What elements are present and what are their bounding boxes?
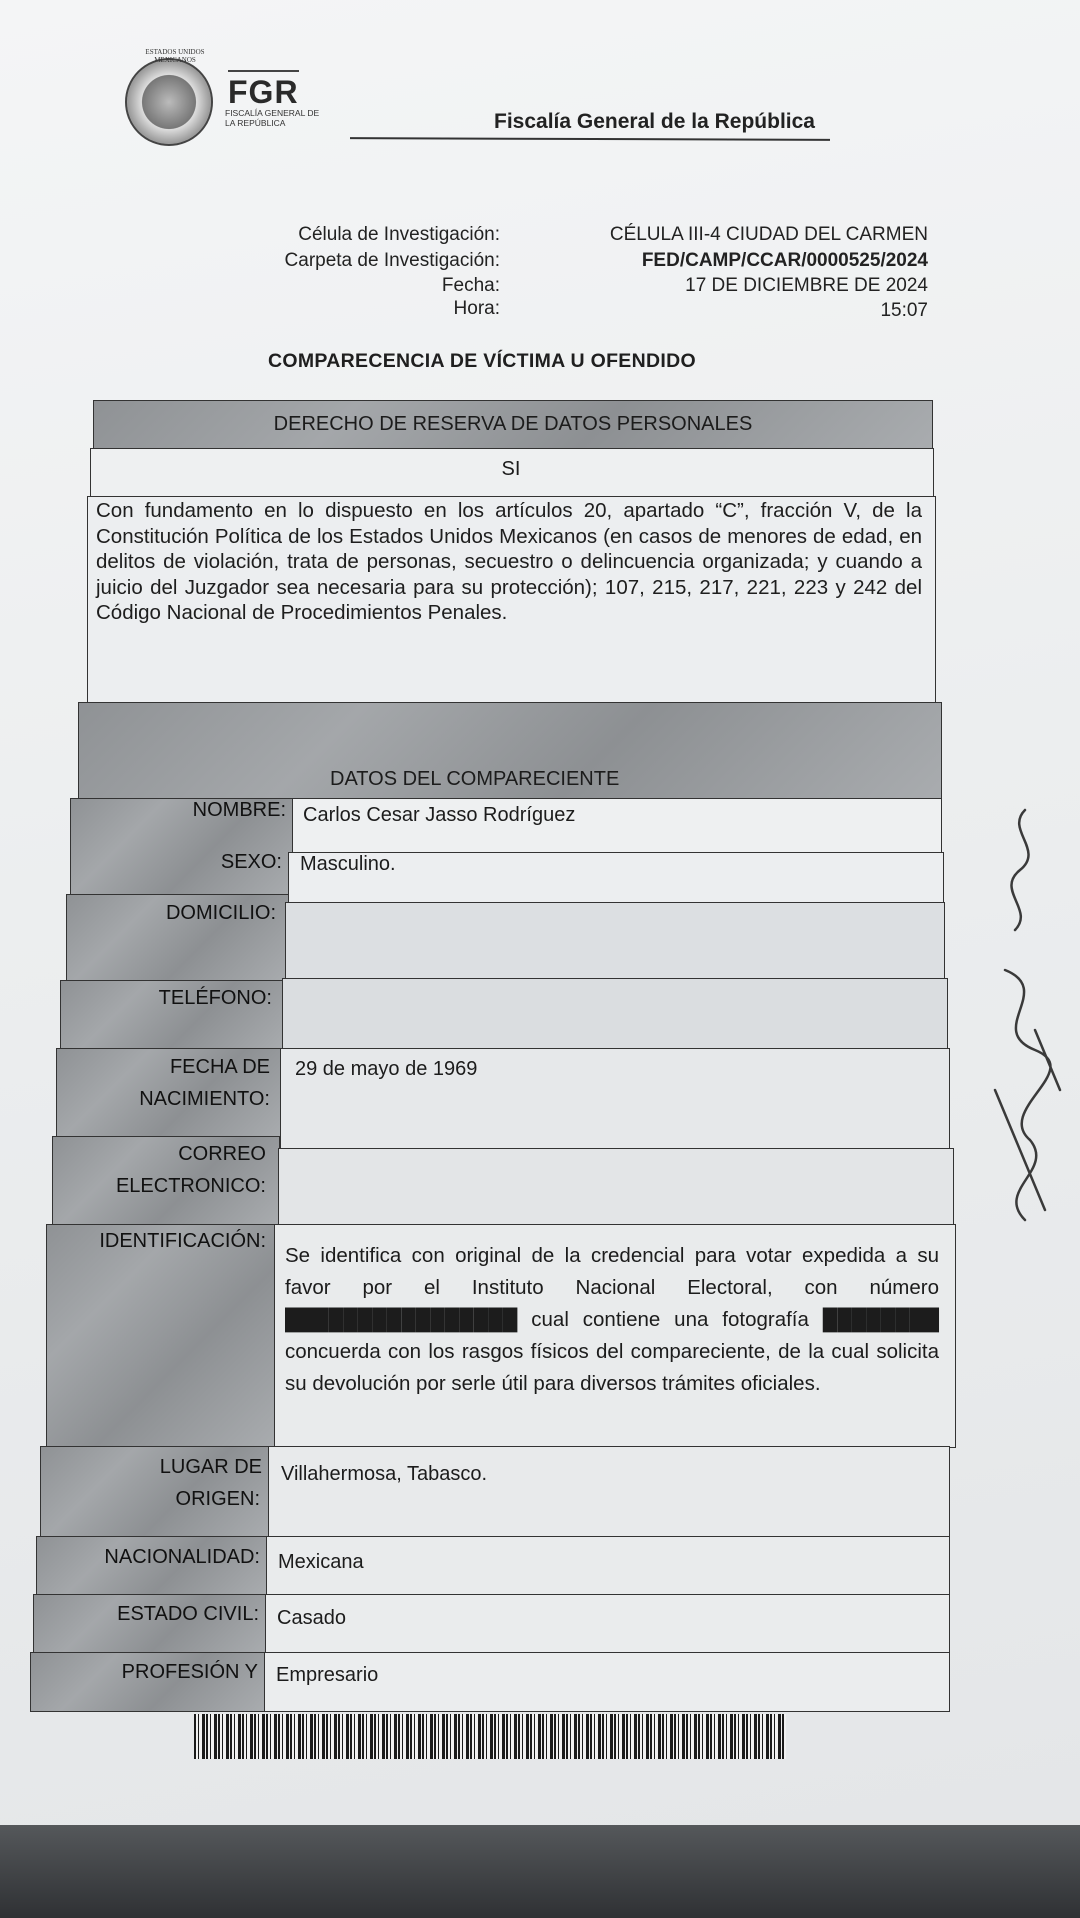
reserva-header: DERECHO DE RESERVA DE DATOS PERSONALES [273, 413, 753, 435]
seal-text: ESTADOS UNIDOS MEXICANOS [145, 48, 205, 64]
fgr-logo-subtitle: FISCALÍA GENERAL DE LA REPÚBLICA [225, 108, 320, 128]
value-cell-telefono [282, 978, 948, 1050]
label-estado-civil: ESTADO CIVIL: [117, 1603, 259, 1625]
header-title: Fiscalía General de la República [494, 110, 815, 133]
value-cell-estado-civil [265, 1594, 950, 1654]
value-nacionalidad: Mexicana [278, 1551, 364, 1573]
reserva-value: SI [501, 458, 521, 480]
fundamento-text: Con fundamento en lo dispuesto en los artículos 20, apartado “C”, fracción V, de la Constitución Política de los Estados Unidos Mexicanos (en casos de menores de edad, en delitos de violación, trata de personas, secuestro o delincuencia organizada; y cuando a juicio del Juzgador sea necesaria para su protección); 107, 215, 217, 221, 223 y 242 del Código Nacional de Procedimientos Penales. [96, 499, 922, 624]
meta-label-carpeta: Carpeta de Investigación: [284, 250, 500, 271]
value-identificacion: Se identifica con original de la credencial para votar expedida a su favor por el Instituto Nacional Electoral, con número ████████████████ cual contiene una fotografía ████████ concuerda con los rasgos físicos del compareciente, de la cual solicita su devolución por serle útil para diversos trámites oficiales. [285, 1244, 939, 1395]
signature-icon [975, 790, 1075, 1260]
datos-header: DATOS DEL COMPARECIENTE [330, 768, 620, 790]
barcode [194, 1714, 786, 1759]
label-fecha-2: NACIMIENTO: [139, 1088, 270, 1110]
document-title: COMPARECENCIA DE VÍCTIMA U OFENDIDO [268, 350, 696, 372]
label-telefono: TELÉFONO: [158, 987, 272, 1009]
label-profesion: PROFESIÓN Y [121, 1661, 258, 1683]
meta-value-celula: CÉLULA III-4 CIUDAD DEL CARMEN [609, 224, 928, 245]
value-cell-domicilio [285, 902, 945, 980]
label-correo-1: CORREO [178, 1143, 266, 1165]
value-lugar-origen: Villahermosa, Tabasco. [281, 1463, 488, 1485]
meta-value-hora: 15:07 [880, 300, 928, 321]
value-cell-nacionalidad [266, 1536, 950, 1596]
meta-value-fecha: 17 DE DICIEMBRE DE 2024 [685, 275, 928, 296]
label-col-6 [46, 1224, 276, 1448]
mexico-seal-icon [125, 58, 213, 146]
value-nombre: Carlos Cesar Jasso Rodríguez [303, 804, 576, 826]
value-profesion: Empresario [276, 1664, 379, 1686]
meta-value-carpeta: FED/CAMP/CCAR/0000525/2024 [641, 250, 928, 271]
value-cell-correo [278, 1148, 954, 1226]
label-nacionalidad: NACIONALIDAD: [104, 1546, 260, 1568]
label-correo-2: ELECTRONICO: [115, 1175, 266, 1197]
fgr-logo: FGR [228, 70, 299, 111]
meta-label-fecha: Fecha: [441, 275, 500, 296]
meta-label-celula: Célula de Investigación: [298, 224, 500, 245]
label-lugar-2: ORIGEN: [175, 1488, 260, 1510]
label-fecha-1: FECHA DE [169, 1056, 270, 1078]
value-cell-lugar [268, 1446, 950, 1538]
background-surface [0, 1825, 1080, 1918]
label-domicilio: DOMICILIO: [165, 902, 276, 924]
label-identificacion: IDENTIFICACIÓN: [99, 1230, 266, 1252]
label-lugar-1: LUGAR DE [159, 1456, 262, 1478]
label-nombre: NOMBRE: [192, 799, 286, 821]
meta-label-hora: Hora: [453, 298, 500, 319]
label-sexo: SEXO: [220, 851, 282, 873]
value-sexo: Masculino. [300, 853, 396, 875]
value-fecha-nacimiento: 29 de mayo de 1969 [295, 1058, 478, 1080]
value-estado-civil: Casado [277, 1607, 346, 1629]
